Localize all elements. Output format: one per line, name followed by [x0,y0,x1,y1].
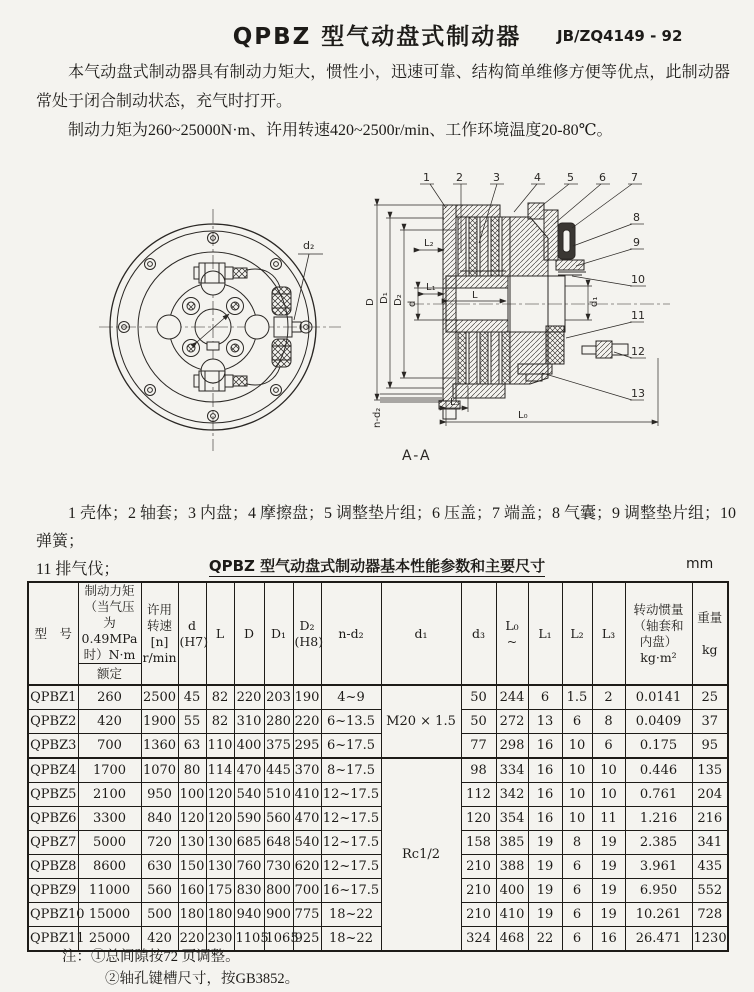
cell-d3: 210 [461,903,496,927]
cell-D2: 470 [293,807,321,831]
cell-torque: 700 [78,734,141,759]
cell-n_d2: 18~22 [321,903,381,927]
cell-inertia: 0.761 [625,783,692,807]
bolt-hole-projection [380,394,442,402]
col-header-speed: 许用 转速 [n] r/min [141,582,178,685]
cell-torque: 3300 [78,807,141,831]
note-2: ②轴孔键槽尺寸，按GB3852。 [105,971,300,988]
table-header [28,582,728,685]
cell-L: 114 [206,758,234,783]
cell-L: 130 [206,855,234,879]
cell-torque: 2100 [78,783,141,807]
section-view-label: A-A [402,448,432,464]
cell-L: 82 [206,685,234,710]
table-unit: mm [686,556,714,572]
cell-D2: 295 [293,734,321,759]
dim-L0: L₀ [518,410,528,421]
cell-speed: 420 [141,927,178,952]
cell-D1: 445 [264,758,293,783]
cell-L2: 1.5 [562,685,592,710]
cell-L1: 19 [528,831,562,855]
cell-n_d2: 8~17.5 [321,758,381,783]
table-row [28,903,728,927]
table-row [28,783,728,807]
cell-n_d2: 4~9 [321,685,381,710]
spec-table [27,581,729,952]
cell-d3: 50 [461,685,496,710]
cell-d3: 77 [461,734,496,759]
cell-D1: 560 [264,807,293,831]
cell-d: 100 [178,783,206,807]
cell-L3: 19 [592,831,625,855]
cell-L2: 10 [562,783,592,807]
table-row [28,831,728,855]
cell-D2: 370 [293,758,321,783]
standard-number: JB/ZQ4149 - 92 [557,27,683,45]
parts-list-line1: 1 壳体；2 轴套；3 内盘；4 摩擦盘；5 调整垫片组；6 压盖；7 端盖；8 气囊；9 调整垫片组；10 弹簧； [36,505,737,550]
cell-L: 82 [206,710,234,734]
callout-5: 5 [567,171,574,184]
cell-inertia: 1.216 [625,807,692,831]
callout-1: 1 [423,171,430,184]
intro-paragraphs [36,58,730,145]
spring-block [546,326,564,364]
cell-torque: 1700 [78,758,141,783]
cell-weight: 25 [692,685,728,710]
cell-d: 130 [178,831,206,855]
cell-torque: 25000 [78,927,141,952]
cell-model: QPBZ5 [28,783,78,807]
disc-stack-lower [456,332,510,384]
cell-d: 63 [178,734,206,759]
cell-speed: 840 [141,807,178,831]
cell-speed: 2500 [141,685,178,710]
cell-D2: 620 [293,855,321,879]
cell-d: 120 [178,807,206,831]
shell-right-upper [510,217,548,276]
cell-D1: 510 [264,783,293,807]
cell-L2: 10 [562,758,592,783]
cell-d3: 210 [461,879,496,903]
col-header-D1: D₁ [264,582,293,685]
cell-n_d2: 12~17.5 [321,855,381,879]
cell-inertia: 3.961 [625,855,692,879]
col-header-L: L [206,582,234,685]
dim-D: D [365,298,376,306]
cell-L0: 410 [496,903,528,927]
cell-inertia: 6.950 [625,879,692,903]
cell-model: QPBZ3 [28,734,78,759]
cell-d3: 158 [461,831,496,855]
dim-D2: D₂ [393,294,404,306]
cell-inertia: 10.261 [625,903,692,927]
cell-L0: 298 [496,734,528,759]
cell-weight: 135 [692,758,728,783]
cell-d1: Rc1/2 [381,758,461,951]
cell-D: 830 [234,879,264,903]
callout-10: 10 [631,273,645,286]
cell-d3: 210 [461,855,496,879]
cell-D1: 280 [264,710,293,734]
cell-D2: 775 [293,903,321,927]
dim-L3: L₃ [450,397,460,408]
cell-L0: 244 [496,685,528,710]
callout-2: 2 [456,171,463,184]
cell-inertia: 0.175 [625,734,692,759]
cell-model: QPBZ1 [28,685,78,710]
cell-L1: 13 [528,710,562,734]
cell-torque: 5000 [78,831,141,855]
cell-D: 470 [234,758,264,783]
cell-D2: 410 [293,783,321,807]
callout-3: 3 [493,171,500,184]
cell-L3: 19 [592,903,625,927]
cell-torque: 15000 [78,903,141,927]
table-row [28,734,728,759]
cell-inertia: 0.446 [625,758,692,783]
cell-L0: 400 [496,879,528,903]
cell-D2: 925 [293,927,321,952]
callout-4: 4 [534,171,541,184]
cell-model: QPBZ11 [28,927,78,952]
cell-L0: 334 [496,758,528,783]
cell-L3: 8 [592,710,625,734]
section-view-drawing [360,168,730,468]
intro-paragraph-2: 制动力矩为260~25000N·m、许用转速420~2500r/min、工作环境温度20-80℃。 [68,122,613,140]
cell-L2: 10 [562,734,592,759]
callout-7: 7 [631,171,638,184]
callout-9: 9 [633,236,640,249]
cell-L2: 6 [562,855,592,879]
cell-d3: 112 [461,783,496,807]
cell-speed: 1070 [141,758,178,783]
cell-D1: 900 [264,903,293,927]
cell-L: 110 [206,734,234,759]
cell-L: 130 [206,831,234,855]
cell-speed: 1360 [141,734,178,759]
col-header-L1: L₁ [528,582,562,685]
cell-d3: 324 [461,927,496,952]
cell-torque: 260 [78,685,141,710]
cell-L1: 16 [528,758,562,783]
cell-L0: 468 [496,927,528,952]
cell-n_d2: 6~13.5 [321,710,381,734]
cell-D1: 203 [264,685,293,710]
cell-d: 150 [178,855,206,879]
cell-L0: 385 [496,831,528,855]
cell-L: 120 [206,783,234,807]
note-1: 注：①总间隙按72 页调整。 [62,949,240,965]
cell-weight: 216 [692,807,728,831]
col-header-d1: d₁ [381,582,461,685]
cell-torque: 8600 [78,855,141,879]
cell-n_d2: 6~17.5 [321,734,381,759]
table-title: QPBZ 型气动盘式制动器基本性能参数和主要尺寸 [208,557,546,575]
cell-n_d2: 12~17.5 [321,783,381,807]
dim-d: d [407,300,418,307]
cell-L3: 16 [592,927,625,952]
cell-D1: 375 [264,734,293,759]
cell-L1: 16 [528,807,562,831]
cell-d1: M20 × 1.5 [381,685,461,758]
cell-weight: 728 [692,903,728,927]
air-bellows-bottom [272,339,291,367]
cell-model: QPBZ6 [28,807,78,831]
cell-D2: 700 [293,879,321,903]
page-title: QPBZ 型气动盘式制动器 [232,24,522,50]
cell-D2: 220 [293,710,321,734]
col-header-weight: 重量 kg [692,582,728,685]
cell-D1: 730 [264,855,293,879]
callout-11: 11 [631,309,645,322]
cell-n_d2: 12~17.5 [321,831,381,855]
cell-L: 120 [206,807,234,831]
air-bag [558,223,575,259]
cell-weight: 1230 [692,927,728,952]
cell-model: QPBZ4 [28,758,78,783]
cell-L3: 10 [592,783,625,807]
cell-d: 220 [178,927,206,952]
cell-weight: 95 [692,734,728,759]
cell-n_d2: 12~17.5 [321,807,381,831]
table-body [28,685,728,951]
cell-d: 55 [178,710,206,734]
col-header-D: D [234,582,264,685]
shell-flange-plate [443,205,456,401]
cell-L1: 19 [528,879,562,903]
flange-foot [443,409,456,419]
table-row [28,807,728,831]
cell-D2: 190 [293,685,321,710]
cell-L: 180 [206,903,234,927]
shell-bottom-rim [453,384,505,398]
cell-L0: 388 [496,855,528,879]
cell-D1: 800 [264,879,293,903]
cell-inertia: 26.471 [625,927,692,952]
cell-L: 175 [206,879,234,903]
d2-dim-label: d₂ [303,239,315,252]
cell-D: 540 [234,783,264,807]
cell-weight: 435 [692,855,728,879]
cell-inertia: 0.0409 [625,710,692,734]
cell-weight: 204 [692,783,728,807]
table-row [28,710,728,734]
cell-inertia: 2.385 [625,831,692,855]
col-header-L0: L₀ ~ [496,582,528,685]
cell-d3: 98 [461,758,496,783]
col-header-model: 型 号 [28,582,78,685]
cell-model: QPBZ9 [28,879,78,903]
cell-n_d2: 18~22 [321,927,381,952]
dim-n-d2: n-d₂ [372,407,383,428]
cell-D1: 1065 [264,927,293,952]
cell-L2: 6 [562,903,592,927]
cell-L1: 6 [528,685,562,710]
cell-L2: 8 [562,831,592,855]
cell-D1: 648 [264,831,293,855]
cell-torque: 420 [78,710,141,734]
cell-D2: 540 [293,831,321,855]
cell-L3: 2 [592,685,625,710]
cell-model: QPBZ7 [28,831,78,855]
cell-D: 1105 [234,927,264,952]
cell-L1: 16 [528,783,562,807]
callout-6: 6 [599,171,606,184]
exhaust-valve [582,341,628,358]
dim-L1: L₁ [426,282,436,293]
cell-D: 310 [234,710,264,734]
cell-D: 400 [234,734,264,759]
keyway-notch [207,342,219,350]
cell-L0: 272 [496,710,528,734]
dim-L: L [472,290,478,301]
col-header-d3: d₃ [461,582,496,685]
cell-D: 590 [234,807,264,831]
callout-13: 13 [631,387,645,400]
dim-D1: D₁ [379,292,390,304]
cell-D: 940 [234,903,264,927]
col-header-D2: D₂ (H8) [293,582,321,685]
cell-L: 230 [206,927,234,952]
callout-12: 12 [631,345,645,358]
cell-weight: 552 [692,879,728,903]
table-row [28,879,728,903]
intro-paragraph-1: 本气动盘式制动器具有制动力矩大，惯性小，迅速可靠、结构简单维修方便等优点，此制动器常处于闭合制动状态，充气时打开。 [36,64,730,111]
cell-L1: 19 [528,855,562,879]
cell-speed: 720 [141,831,178,855]
col-header-rated: 额定 [78,664,141,686]
pressure-cover [528,203,544,219]
table-row [28,758,728,783]
cell-d: 80 [178,758,206,783]
cell-d3: 50 [461,710,496,734]
cell-L0: 354 [496,807,528,831]
disc-stack-upper [456,217,510,276]
cell-d: 160 [178,879,206,903]
col-header-n-d2: n-d₂ [321,582,381,685]
cell-d3: 120 [461,807,496,831]
dim-L2: L₂ [424,238,434,249]
cell-d: 45 [178,685,206,710]
cell-speed: 950 [141,783,178,807]
notes [62,946,299,991]
cell-n_d2: 16~17.5 [321,879,381,903]
cell-speed: 1900 [141,710,178,734]
cell-L2: 6 [562,710,592,734]
air-bellows-top [272,287,291,315]
cell-model: QPBZ8 [28,855,78,879]
cell-D: 220 [234,685,264,710]
cell-L3: 19 [592,855,625,879]
cell-L0: 342 [496,783,528,807]
cell-L3: 11 [592,807,625,831]
cell-weight: 341 [692,831,728,855]
front-view-drawing [95,175,345,465]
cell-L2: 10 [562,807,592,831]
parts-list-line2: 11 排气伐； [36,561,120,578]
cell-D: 760 [234,855,264,879]
col-header-torque: 制动力矩 （当气压为 0.49MPa 时）N·m [78,582,141,664]
cell-L2: 6 [562,879,592,903]
table-row [28,685,728,710]
col-header-L2: L₂ [562,582,592,685]
shell-top-rim [456,205,500,217]
cell-L1: 22 [528,927,562,952]
col-header-inertia: 转动惯量 （轴套和 内盘） kg·m² [625,582,692,685]
cell-D: 685 [234,831,264,855]
cell-L1: 19 [528,903,562,927]
table-row [28,855,728,879]
col-header-d: d (H7) [178,582,206,685]
cell-L3: 10 [592,758,625,783]
cell-weight: 37 [692,710,728,734]
cell-L3: 19 [592,879,625,903]
callout-8: 8 [633,211,640,224]
cell-d: 180 [178,903,206,927]
cell-inertia: 0.0141 [625,685,692,710]
end-cover [544,210,558,260]
cell-L2: 6 [562,927,592,952]
cell-speed: 500 [141,903,178,927]
cell-speed: 560 [141,879,178,903]
cell-model: QPBZ2 [28,710,78,734]
cell-L1: 16 [528,734,562,759]
col-header-L3: L₃ [592,582,625,685]
dim-d1: d₁ [589,296,600,307]
cell-model: QPBZ10 [28,903,78,927]
cell-torque: 11000 [78,879,141,903]
cell-L3: 6 [592,734,625,759]
cell-speed: 630 [141,855,178,879]
